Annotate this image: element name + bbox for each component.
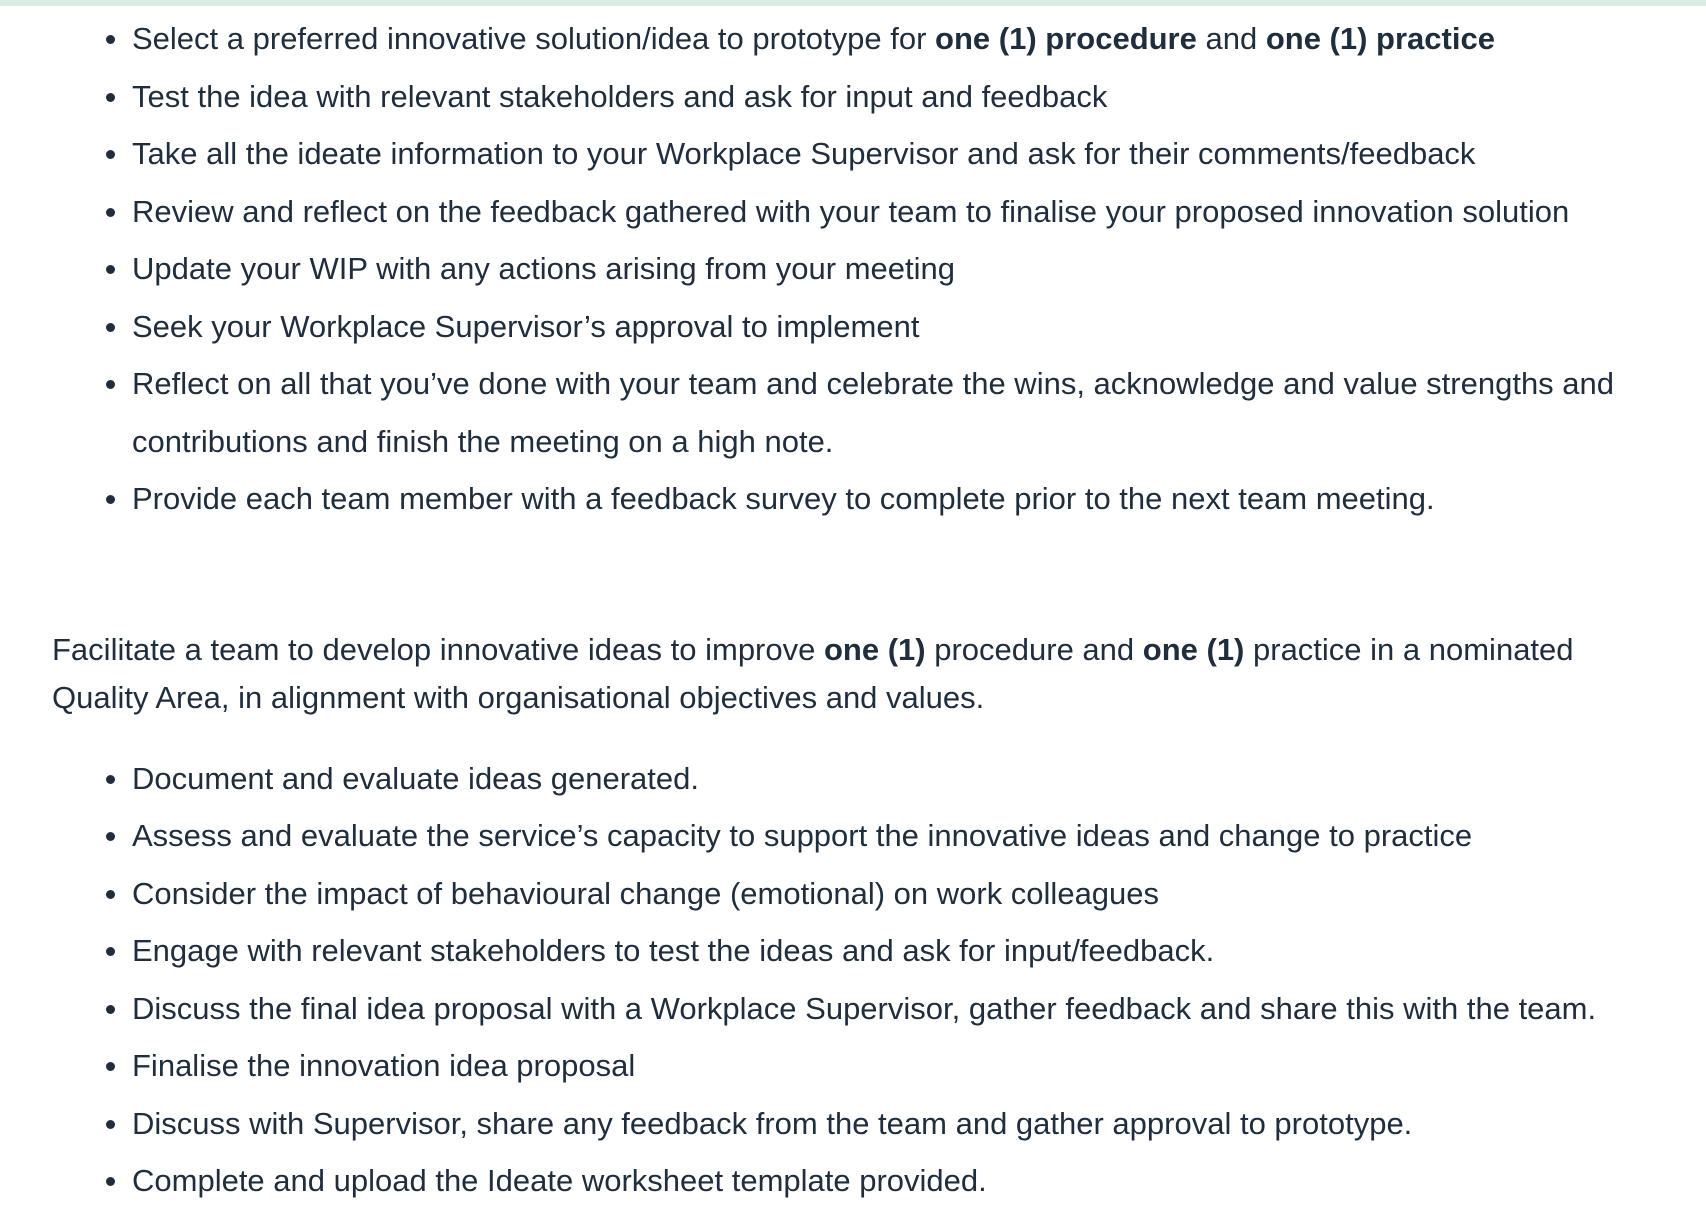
list-item — [132, 240, 1672, 298]
task-list-one — [52, 10, 1672, 528]
list-item — [132, 1095, 1672, 1153]
list-item-text: Discuss with Supervisor, share any feedback from the team and gather approval to prototype. — [132, 1105, 1413, 1141]
bold-text: one (1) procedure — [935, 21, 1197, 56]
list-item-text: Assess and evaluate the service’s capacity to support the innovative ideas and change to practice — [132, 818, 1473, 853]
list-item — [132, 750, 1672, 808]
list-item — [132, 470, 1672, 528]
top-accent-bar — [0, 0, 1706, 6]
list-item-text: Finalise the innovation idea proposal — [132, 1048, 636, 1083]
list-item — [132, 1152, 1672, 1210]
list-item — [132, 355, 1652, 470]
list-item-text: Select a preferred innovative solution/idea to prototype for — [132, 21, 936, 56]
list-item — [132, 10, 1672, 68]
list-item-text: Seek your Workplace Supervisor’s approval to implement — [132, 308, 920, 344]
task-list-two — [52, 750, 1672, 1210]
list-item — [132, 922, 1672, 980]
bold-text: one (1) — [823, 631, 926, 667]
list-item — [132, 68, 1672, 126]
list-item-text: Review and reflect on the feedback gathered with your team to finalise your proposed innovation solution — [132, 193, 1570, 229]
list-item-text: Consider the impact of behavioural change (emotional) on work colleagues — [132, 875, 1160, 911]
list-item-text: Test the idea with relevant stakeholders and ask for input and feedback — [132, 78, 1108, 114]
task-description-paragraph — [52, 626, 1672, 722]
bold-text: one (1) — [1142, 631, 1245, 667]
paragraph-text: Facilitate a team to develop innovative ideas to improve — [52, 631, 824, 667]
list-item-text: Update your WIP with any actions arising from your meeting — [132, 251, 956, 286]
list-item — [132, 125, 1672, 183]
list-item — [132, 1037, 1672, 1095]
list-item-text: Provide each team member with a feedback survey to complete prior to the next team meeting. — [132, 481, 1435, 516]
list-item-text: and — [1196, 21, 1266, 56]
list-item — [132, 183, 1672, 241]
list-item-text: Reflect on all that you’ve done with your team and celebrate the wins, acknowledge and value strengths and contributions and finish the meeting on a high note. — [132, 366, 1615, 459]
list-item — [132, 807, 1672, 865]
bold-text: one (1) practice — [1265, 21, 1495, 56]
list-item-text: Discuss the final idea proposal with a Workplace Supervisor, gather feedback and share this with the team. — [132, 990, 1597, 1026]
list-item — [132, 865, 1672, 923]
paragraph-text: procedure and — [925, 631, 1143, 667]
paragraph-text: practice in a nominated Quality Area, in alignment with organisational objectives and values. — [52, 631, 1574, 715]
list-item-text: Document and evaluate ideas generated. — [132, 760, 700, 796]
list-item-text: Engage with relevant stakeholders to test the ideas and ask for input/feedback. — [132, 933, 1215, 968]
list-item — [132, 298, 1672, 356]
list-item-text: Complete and upload the Ideate worksheet template provided. — [132, 1163, 987, 1198]
list-item-text: Take all the ideate information to your Workplace Supervisor and ask for their comments/feedback — [132, 136, 1476, 171]
list-item — [132, 980, 1672, 1038]
document-content — [52, 10, 1672, 1210]
